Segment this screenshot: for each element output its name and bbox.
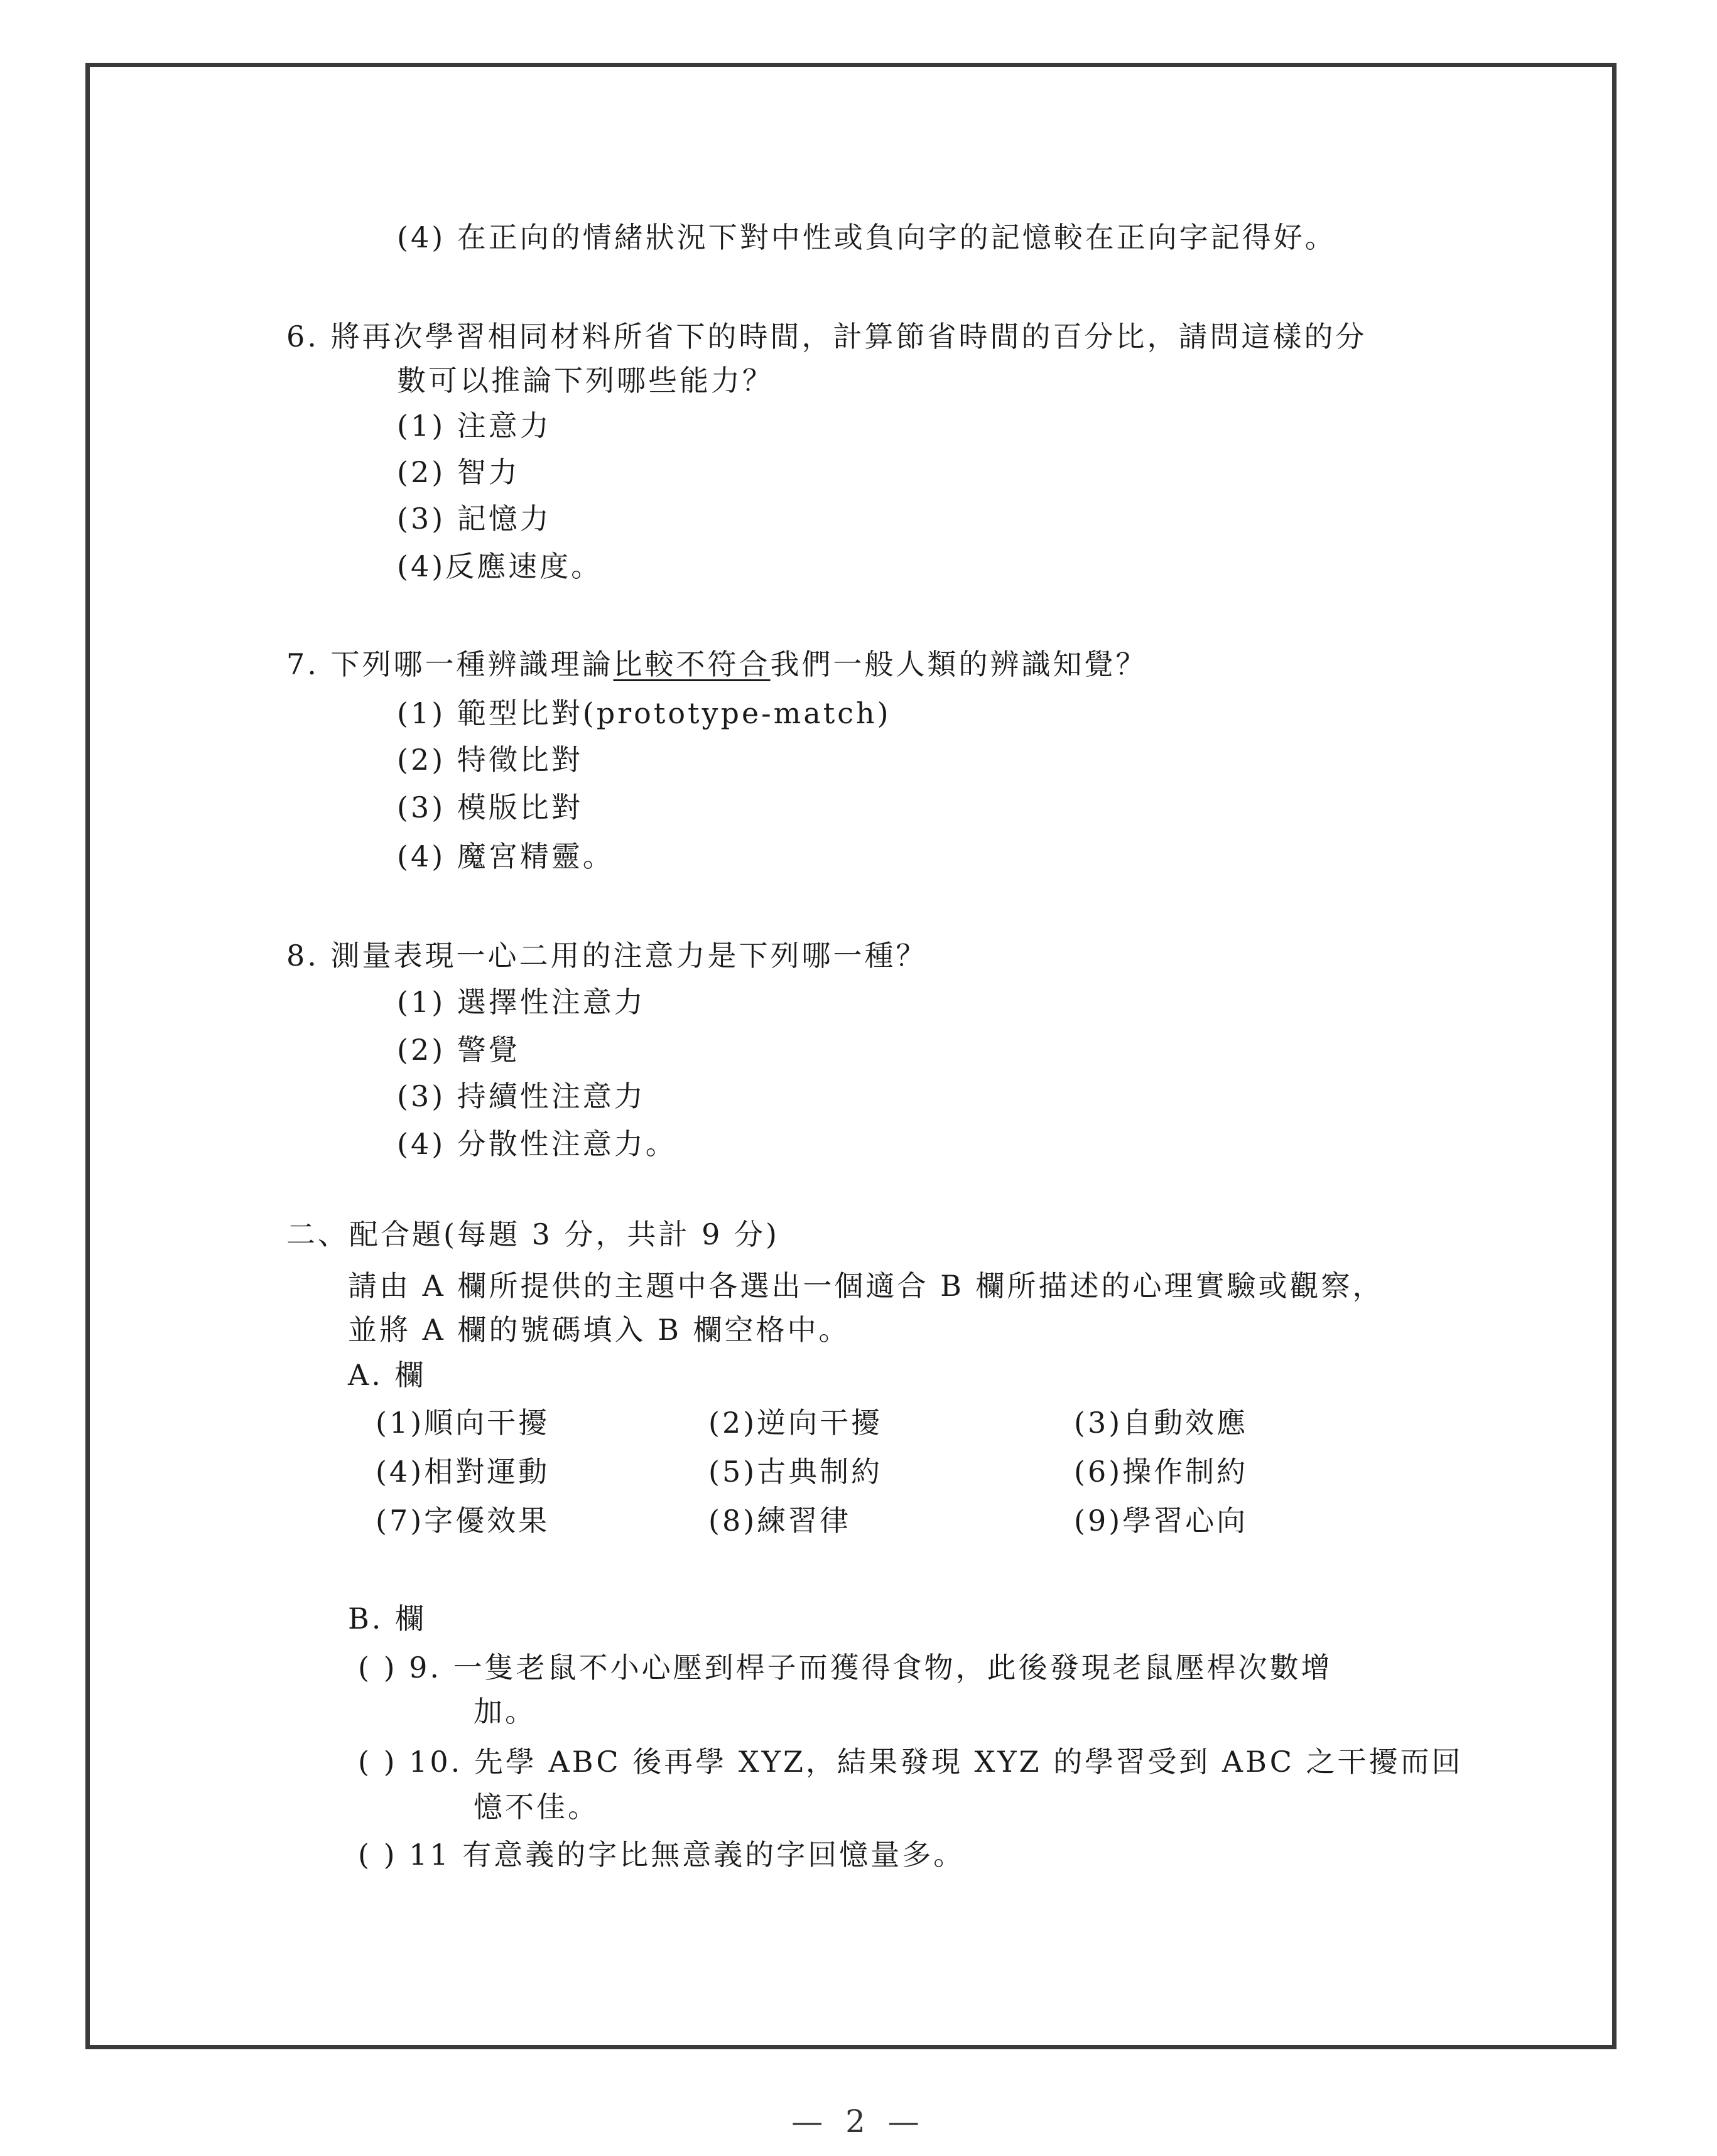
q8-option-1: (1) 選擇性注意力 <box>397 985 646 1019</box>
q7-stem <box>286 645 1147 683</box>
q6-stem-line2: 數可以推論下列哪些能力？ <box>397 364 774 397</box>
q7-stem-underlined: 比較不符合 <box>613 647 771 681</box>
q6-option-1: (1) 注意力 <box>397 409 551 443</box>
q8-option-4: (4) 分散性注意力。 <box>397 1127 677 1161</box>
column-a-item: (2)逆向干擾 <box>708 1406 883 1440</box>
section2-heading: 二、配合題(每題 3 分，共計 9 分) <box>286 1217 779 1251</box>
section2-instruction-line2: 並將 A 欄的號碼填入 B 欄空格中。 <box>348 1313 850 1347</box>
column-a-item: (5)古典制約 <box>708 1455 883 1489</box>
column-a-item: (8)練習律 <box>708 1504 852 1538</box>
q9-line2: 加。 <box>474 1695 536 1728</box>
column-a-item: (1)順向干擾 <box>376 1406 550 1440</box>
q6-option-2: (2) 智力 <box>397 455 520 489</box>
q7-option-4: (4) 魔宮精靈。 <box>397 839 614 873</box>
q7-option-2: (2) 特徵比對 <box>397 743 583 777</box>
q8-option-2: (2) 警覺 <box>397 1033 520 1067</box>
column-a-item: (6)操作制約 <box>1074 1455 1248 1489</box>
q10-line1: ( ) 10. 先學 ABC 後再學 XYZ，結果發現 XYZ 的學習受到 ABC 之干擾而回 <box>358 1745 1463 1779</box>
q11-line1: ( ) 11 有意義的字比無意義的字回憶量多。 <box>358 1838 965 1872</box>
q6-option-4: (4)反應速度。 <box>397 549 603 583</box>
column-b-label: B. 欄 <box>348 1602 427 1636</box>
q6-option-3: (3) 記憶力 <box>397 502 551 536</box>
section2-instruction-line1: 請由 A 欄所提供的主題中各選出一個適合 B 欄所描述的心理實驗或觀察， <box>348 1269 1384 1303</box>
q9-line1: ( ) 9. 一隻老鼠不小心壓到桿子而獲得食物，此後發現老鼠壓桿次數增 <box>358 1651 1333 1684</box>
column-a-label: A. 欄 <box>348 1358 426 1392</box>
column-a-item: (3)自動效應 <box>1074 1406 1248 1440</box>
q7-stem-suffix: 我們一般人類的辨識知覺？ <box>770 647 1147 681</box>
column-a-item: (7)字優效果 <box>376 1504 550 1538</box>
column-a-item: (9)學習心向 <box>1074 1504 1248 1538</box>
page-number: — 2 — <box>791 2103 926 2140</box>
q7-stem-prefix: 7. 下列哪一種辨識理論 <box>286 647 614 681</box>
q7-option-1: (1) 範型比對(prototype-match) <box>397 696 891 730</box>
column-a-item: (4)相對運動 <box>376 1455 550 1489</box>
q8-option-3: (3) 持續性注意力 <box>397 1079 646 1113</box>
q7-option-3: (3) 模版比對 <box>397 790 583 824</box>
q8-stem: 8. 測量表現一心二用的注意力是下列哪一種？ <box>286 939 928 973</box>
q10-line2: 憶不佳。 <box>474 1790 599 1824</box>
q6-stem-line1: 6. 將再次學習相同材料所省下的時間，計算節省時間的百分比，請問這樣的分 <box>286 320 1367 353</box>
q5-option-4: (4) 在正向的情緒狀況下對中性或負向字的記憶較在正向字記得好。 <box>397 220 1336 254</box>
